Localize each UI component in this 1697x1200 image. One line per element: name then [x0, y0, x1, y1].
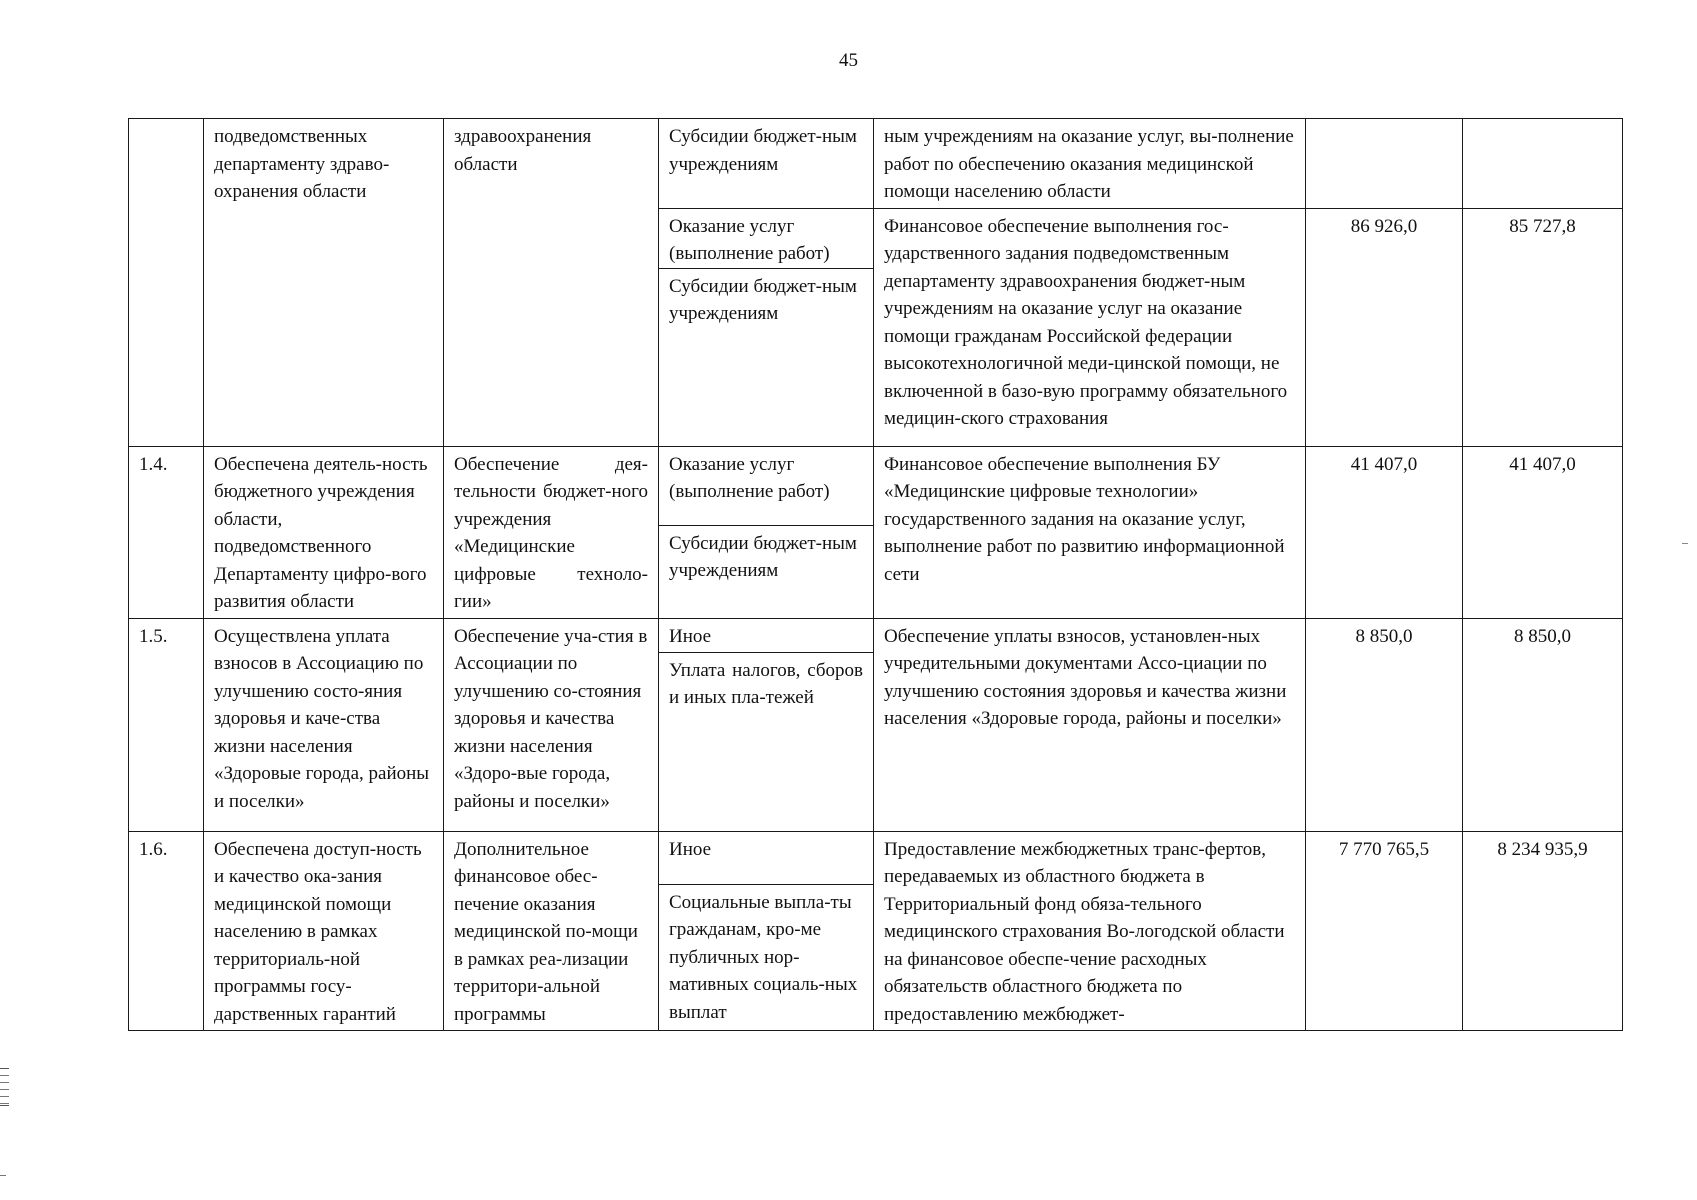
amount-cell-1: 8 850,0 — [1306, 618, 1463, 831]
amount-cell-2: 85 727,8 — [1463, 208, 1623, 446]
description-cell: ным учреждениям на оказание услуг, вы-полнение работ по обеспечению оказания медицинской помощи населению области — [874, 119, 1306, 209]
row-number: 1.5. — [129, 618, 204, 831]
scan-margin-tick — [0, 1175, 6, 1176]
budget-table — [128, 118, 1623, 1031]
result-cell: Обеспечена деятель-ность бюджетного учреждения области, подведомственного Департаменту цифро-вого развития области — [204, 446, 444, 618]
description-cell: Обеспечение уплаты взносов, установлен-ных учредительными документами Ассо-циации по улучшению состояния здоровья и качества жизни населения «Здоровые города, районы и поселки» — [874, 618, 1306, 831]
table-row — [129, 119, 1623, 209]
expense-type-part: Иное — [669, 838, 712, 860]
expense-type-part: Субсидии бюджет-ным учреждениям — [659, 268, 873, 330]
table-row — [129, 618, 1623, 831]
amount-cell-1: 86 926,0 — [1306, 208, 1463, 446]
row-number: 1.4. — [129, 446, 204, 618]
scan-margin-tick — [1682, 543, 1688, 544]
measure-cell: Дополнительное финансовое обес-печение оказания медицинской по-мощи в рамках реа-лизации территори-альной программы — [444, 831, 659, 1031]
row-number: 1.6. — [129, 831, 204, 1031]
expense-type-cell — [659, 831, 874, 1031]
amount-cell-2 — [1463, 119, 1623, 209]
measure-cell: Обеспечение уча-стия в Ассоциации по улучшению со-стояния здоровья и качества жизни населения «Здоро-вые города, районы и поселки» — [444, 618, 659, 831]
expense-type-part: Уплата налогов, сборов и иных пла-тежей — [659, 652, 873, 714]
table-row — [129, 831, 1623, 1031]
page-number: 45 — [839, 50, 858, 71]
expense-type-cell: Субсидии бюджет-ным учреждениям — [659, 119, 874, 209]
amount-cell-2: 41 407,0 — [1463, 446, 1623, 618]
expense-type-cell — [659, 618, 874, 831]
amount-cell-2: 8 234 935,9 — [1463, 831, 1623, 1031]
result-cell: Обеспечена доступ-ность и качество ока-зания медицинской помощи населению в рамках территориаль-ной программы госу-дарственных гарантий — [204, 831, 444, 1031]
expense-type-part: Оказание услуг (выполнение работ) — [669, 453, 830, 502]
description-cell: Предоставление межбюджетных транс-фертов, передаваемых из областного бюджета в Территориальный фонд обяза-тельного медицинского страхования Во-логодской области на финансовое обеспе-чение расходных обязательств областного бюджета по предоставлению межбюджет- — [874, 831, 1306, 1031]
expense-type-part: Иное — [669, 625, 712, 647]
expense-type-cell — [659, 208, 874, 446]
measure-cell: Обеспечение дея-тельности бюджет-ного учреждения «Медицинские цифровые техноло-гии» — [444, 446, 659, 618]
result-cell: Осуществлена уплата взносов в Ассоциацию по улучшению состо-яния здоровья и каче-ства жизни населения «Здоровые города, районы и поселки» — [204, 618, 444, 831]
table-row — [129, 446, 1623, 618]
row-number — [129, 119, 204, 447]
description-cell: Финансовое обеспечение выполнения гос-ударственного задания подведомственным департаменту здравоохранения бюджет-ным учреждениям на оказание услуг на оказание помощи гражданам Российской федерации высокотехнологичной меди-цинской помощи, не включенной в базо-вую программу обязательного медицин-ского страхования — [874, 208, 1306, 446]
amount-cell-1: 41 407,0 — [1306, 446, 1463, 618]
scan-margin-marks — [0, 1068, 9, 1106]
amount-cell-2: 8 850,0 — [1463, 618, 1623, 831]
description-cell: Финансовое обеспечение выполнения БУ «Медицинские цифровые технологии» государственного задания на оказание услуг, выполнение работ по развитию информационной сети — [874, 446, 1306, 618]
amount-cell-1: 7 770 765,5 — [1306, 831, 1463, 1031]
result-cell: подведомственных департаменту здраво-охранения области — [204, 119, 444, 447]
expense-type-part: Социальные выпла-ты гражданам, кро-ме публичных нор-мативных социаль-ных выплат — [659, 884, 873, 1029]
expense-type-part: Субсидии бюджет-ным учреждениям — [659, 525, 873, 587]
expense-type-cell — [659, 446, 874, 618]
amount-cell-1 — [1306, 119, 1463, 209]
measure-cell: здравоохранения области — [444, 119, 659, 447]
expense-type-part: Оказание услуг (выполнение работ) — [669, 215, 830, 264]
